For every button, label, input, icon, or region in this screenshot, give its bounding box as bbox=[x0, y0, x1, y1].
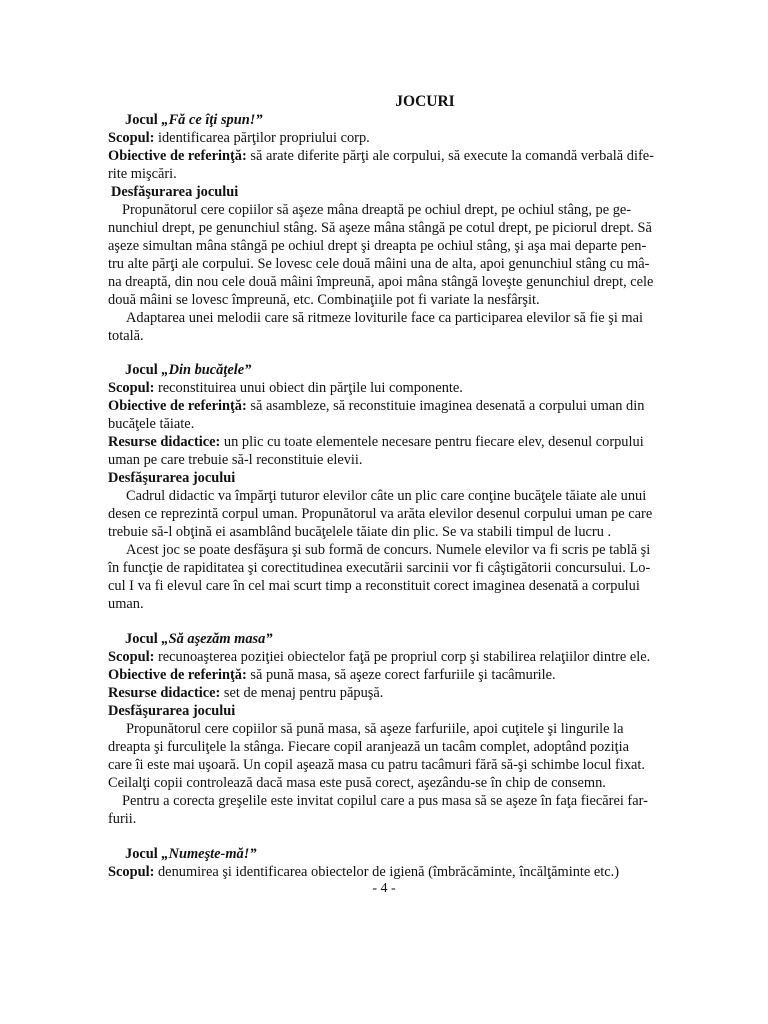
objective-line bbox=[108, 666, 556, 684]
text: set de menaj pentru păpuşă. bbox=[220, 685, 384, 701]
text-line: trebuie să-l obţină ei asamblând bucăţelele tăiate din plic. Se va stabili timpul de lucru . bbox=[108, 524, 612, 540]
label-resurse: Resurse didactice: bbox=[108, 685, 221, 701]
game-name: „Din bucăţele” bbox=[161, 362, 252, 378]
text-line: în funcţie de rapiditatea şi corectitudinea executării sarcinii vor fi câştigătorii concursului. Lo- bbox=[108, 560, 651, 576]
label-obiective: Obiective de referinţă: bbox=[108, 148, 247, 164]
text: denumirea şi identificarea obiectelor de igienă (îmbrăcăminte, încălţăminte etc.) bbox=[154, 864, 620, 880]
objective-line bbox=[108, 129, 370, 147]
text: reconstituirea unui obiect din părţile lui componente. bbox=[154, 380, 463, 396]
objective-line bbox=[108, 379, 463, 397]
objective-line bbox=[108, 648, 650, 666]
label-scop: Scopul: bbox=[108, 864, 155, 880]
text-line: Ceilalţi copii controlează dacă masa este pusă corect, aşezându-se în chip de consemn. bbox=[108, 775, 606, 791]
text: să pună masa, să aşeze corect farfuriile şi tacâmurile. bbox=[246, 667, 556, 683]
game-prefix: Jocul bbox=[125, 631, 162, 647]
text-line: tru alte părţi ale corpului. Se lovesc cele două mâini una de alta, apoi genunchiul stâng cu mâ- bbox=[108, 256, 650, 272]
text-line: totală. bbox=[108, 328, 144, 344]
label-scop: Scopul: bbox=[108, 380, 155, 396]
game-prefix: Jocul bbox=[125, 112, 162, 128]
game-prefix: Jocul bbox=[125, 362, 162, 378]
page-number: - 4 - bbox=[372, 881, 396, 896]
text-line: Propunătorul cere copiilor să pună masa, să aşeze farfuriile, apoi cuţitele şi lingurile la bbox=[126, 721, 624, 737]
game-prefix: Jocul bbox=[125, 846, 162, 862]
label-scop: Scopul: bbox=[108, 130, 155, 146]
label-resurse: Resurse didactice: bbox=[108, 434, 221, 450]
resources-line bbox=[108, 433, 644, 451]
resources-line bbox=[108, 684, 383, 702]
text-line: furii. bbox=[108, 811, 137, 827]
text-line: desen ce reprezintă corpul uman. Propunătorul va arăta elevilor desenul corpului uman pe care bbox=[108, 506, 653, 522]
text-line: uman. bbox=[108, 596, 144, 612]
label-obiective: Obiective de referinţă: bbox=[108, 398, 247, 414]
section-heading: Desfăşurarea jocului bbox=[108, 470, 236, 486]
text-line: dreapta şi furculiţele la stânga. Fiecare copil aranjează un tacâm complet, adoptând poziţia bbox=[108, 739, 630, 755]
text-line: rite mişcări. bbox=[108, 166, 177, 182]
text-line: două mâini se lovesc împreună, etc. Combinaţiile pot fi variate la nesfârşit. bbox=[108, 292, 540, 308]
text: identificarea părţilor propriului corp. bbox=[154, 130, 370, 146]
text-line: Acest joc se poate desfăşura şi sub formă de concurs. Numele elevilor va fi scris pe tablă şi bbox=[126, 542, 651, 558]
text-line: Propunătorul cere copiilor să aşeze mâna dreaptă pe ochiul drept, pe ochiul stâng, pe ge- bbox=[122, 202, 632, 218]
game-heading-1 bbox=[125, 111, 263, 129]
section-heading: Desfăşurarea jocului bbox=[111, 184, 239, 200]
game-heading-2 bbox=[125, 361, 251, 379]
text: să arate diferite părţi ale corpului, să execute la comandă verbală dife- bbox=[246, 148, 654, 164]
game-name: „Să aşezăm masa” bbox=[161, 631, 273, 647]
game-name: „Fă ce îţi spun!” bbox=[161, 112, 263, 128]
text: un plic cu toate elementele necesare pentru fiecare elev, desenul corpului bbox=[220, 434, 644, 450]
objective-line bbox=[108, 863, 619, 881]
label-scop: Scopul: bbox=[108, 649, 155, 665]
text-line: uman pe care trebuie să-l reconstituie elevii. bbox=[108, 452, 363, 468]
objective-line bbox=[108, 147, 654, 165]
text-line: bucăţele tăiate. bbox=[108, 416, 195, 432]
text: recunoaşterea poziţiei obiectelor faţă pe propriul corp şi stabilirea relaţiilor dintre ele. bbox=[154, 649, 651, 665]
text-line: aşeze simultan mâna stângă pe ochiul drept şi dreapta pe ochiul stâng, şi aşa mai departe pen- bbox=[108, 238, 647, 254]
text: să asambleze, să reconstituie imaginea desenată a corpului uman din bbox=[246, 398, 645, 414]
text-line: Pentru a corecta greşelile este invitat copilul care a pus masa să se aşeze în faţa fiecărei far- bbox=[122, 793, 648, 809]
text-line: na dreaptă, din nou cele două mâini împreună, apoi mâna stângă loveşte genunchiul drept, cele bbox=[108, 274, 654, 290]
section-heading: Desfăşurarea jocului bbox=[108, 703, 236, 719]
game-heading-3 bbox=[125, 630, 273, 648]
page-title: JOCURI bbox=[395, 93, 455, 110]
text-line: cul I va fi elevul care în cel mai scurt timp a reconstituit corect imaginea desenată a corpului bbox=[108, 578, 640, 594]
objective-line bbox=[108, 397, 644, 415]
text-line: Adaptarea unei melodii care să ritmeze loviturile face ca participarea elevilor să fie şi mai bbox=[126, 310, 644, 326]
text-line: Cadrul didactic va împărţi tuturor elevilor câte un plic care conţine bucăţele tăiate ale unui bbox=[126, 488, 647, 504]
text-line: care îi este mai uşoară. Un copil aşează masa cu patru tacâmuri fără să-şi schimbe locul fixat. bbox=[108, 757, 646, 773]
game-heading-4 bbox=[125, 845, 257, 863]
text-line: nunchiul drept, pe genunchiul stâng. Să aşeze mâna stângă pe cotul drept, pe piciorul drept. Să bbox=[108, 220, 652, 236]
label-obiective: Obiective de referinţă: bbox=[108, 667, 247, 683]
game-name: „Numeşte-mă!” bbox=[161, 846, 257, 862]
